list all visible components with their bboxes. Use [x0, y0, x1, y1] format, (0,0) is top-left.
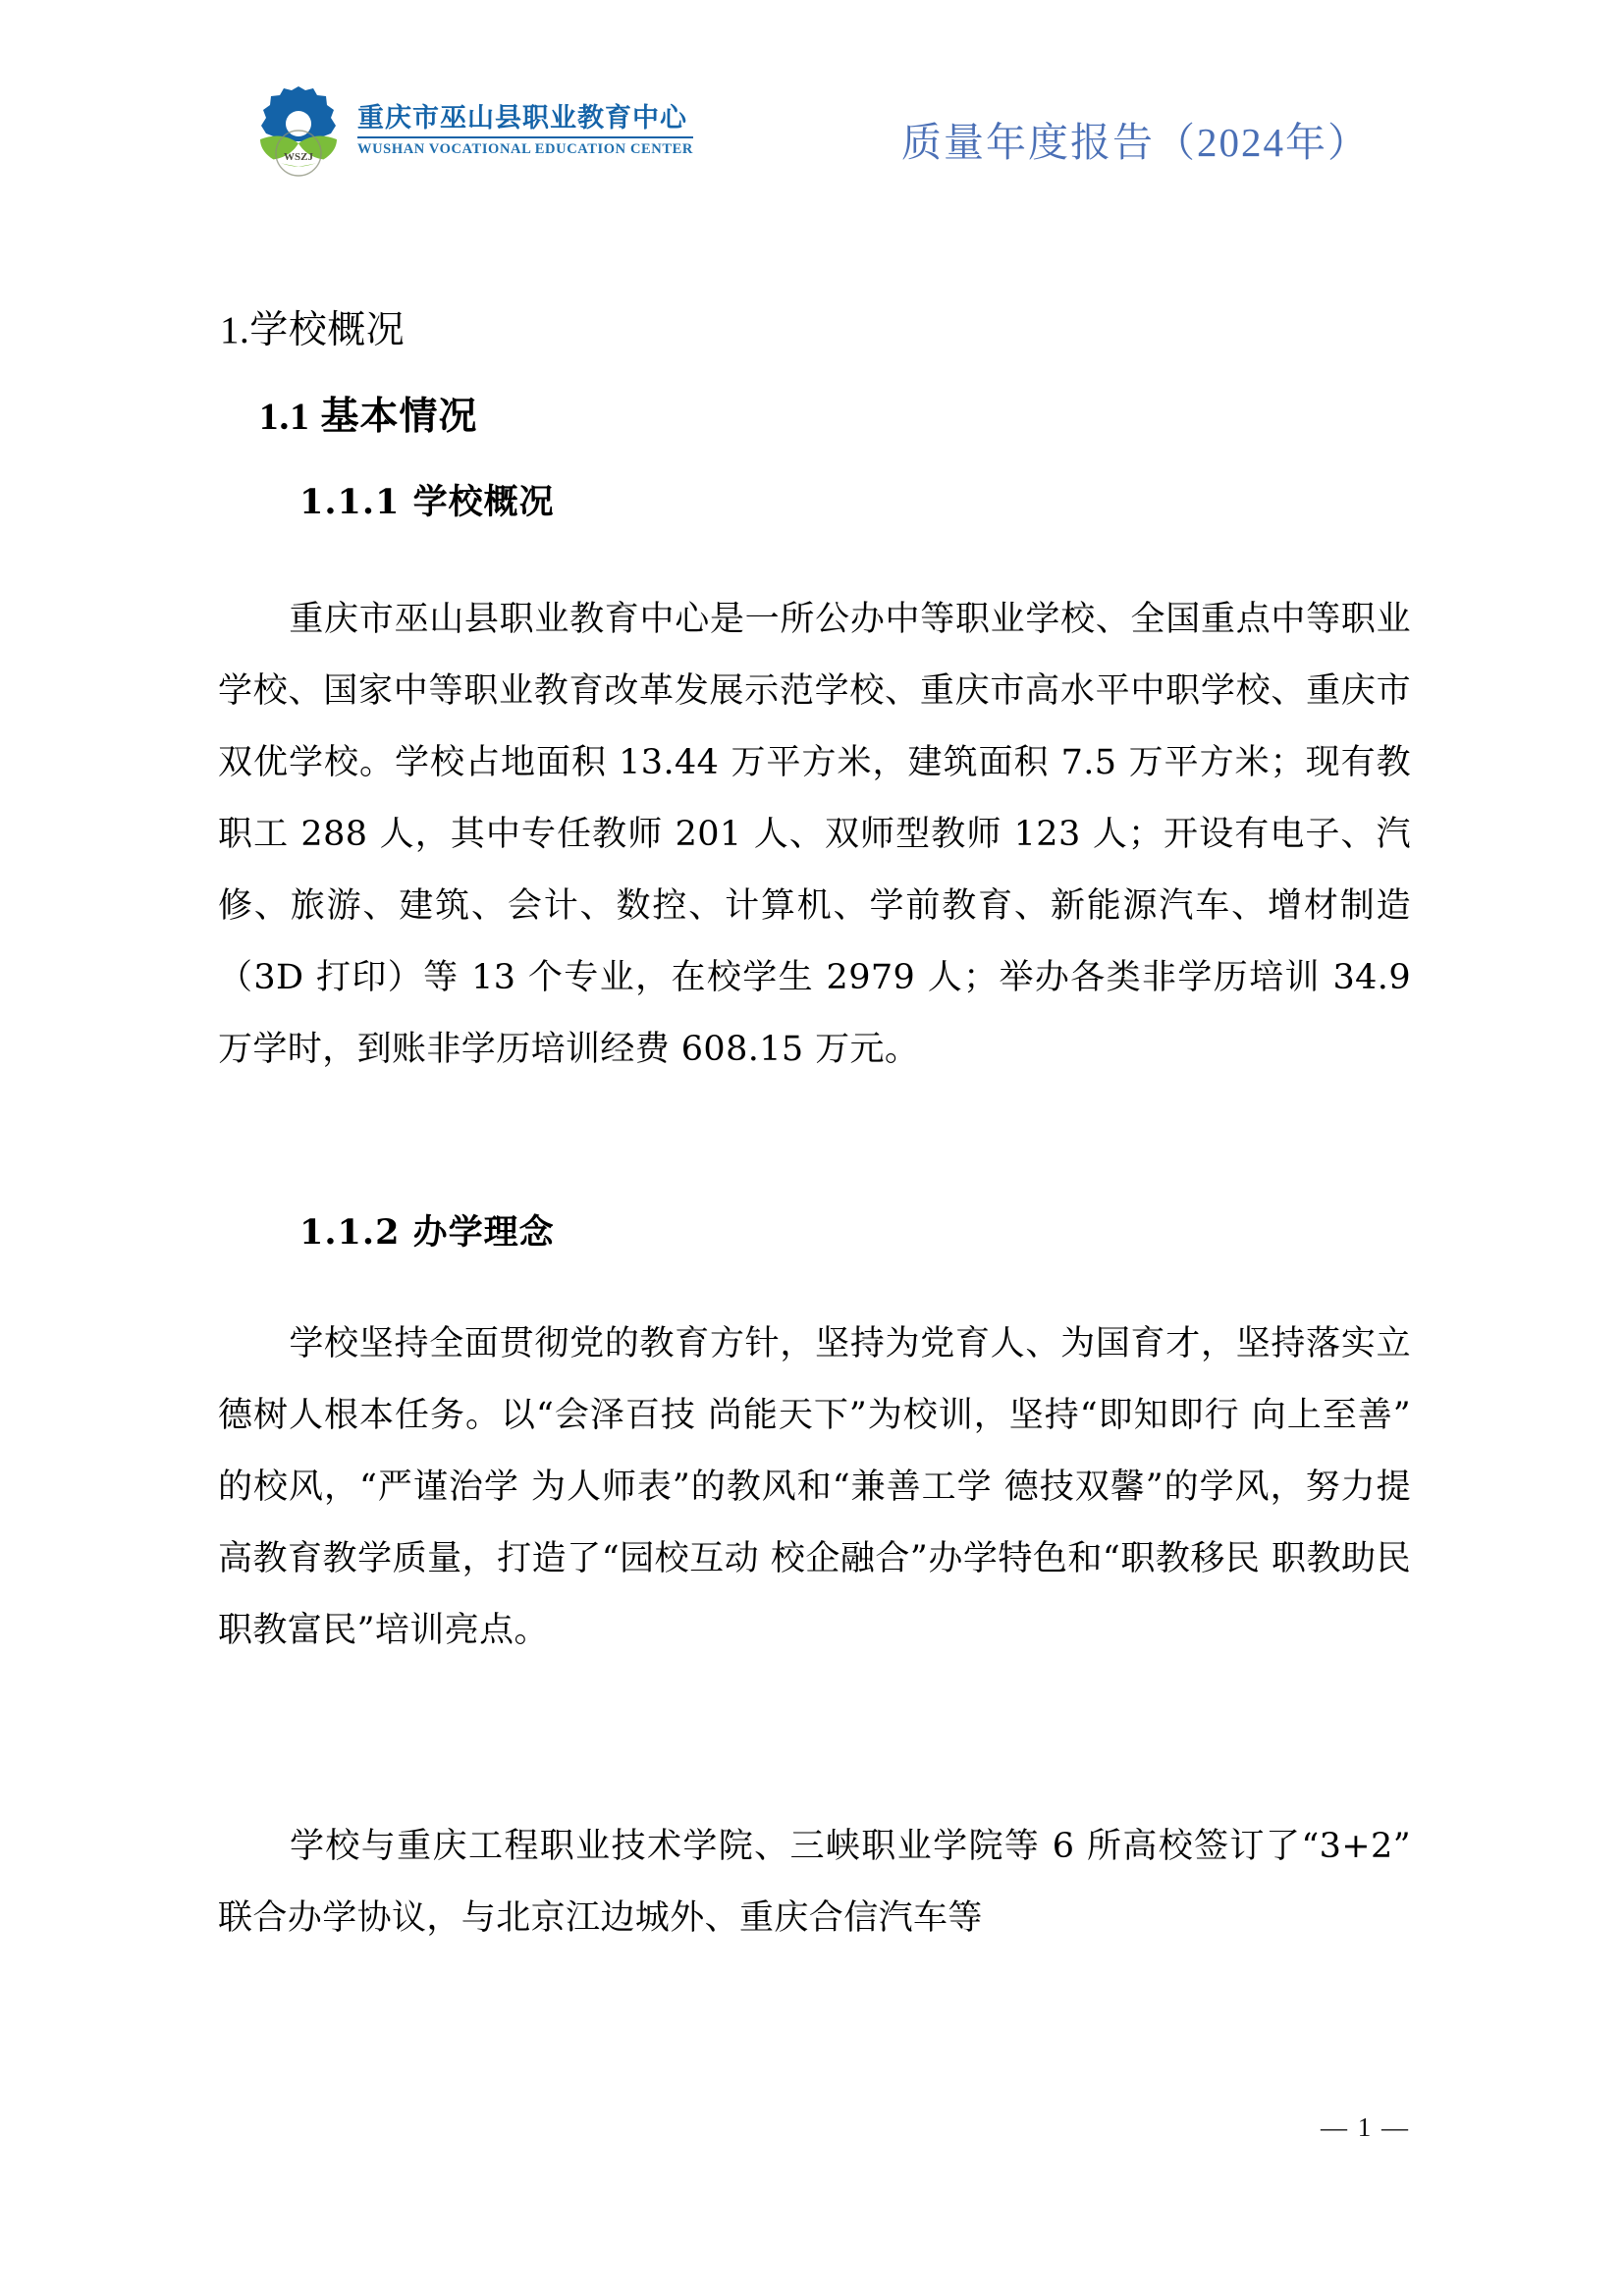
heading-1-school-overview: 1.学校概况: [220, 309, 406, 351]
gear-book-logo-icon: [253, 82, 344, 177]
logo-name-cn: 重庆市巫山县职业教育中心: [357, 105, 693, 137]
heading-1-1-basic-situation: 1.1 基本情况: [259, 396, 478, 438]
page-footer: [0, 2112, 1624, 2143]
logo-wordmark: [357, 101, 693, 157]
paragraph-text: 学校与重庆工程职业技术学院、三峡职业学院等 6 所高校签订了“3+2”联合办学协议，与北京江边城外、重庆合信汽车等: [218, 1827, 1411, 1938]
report-title: 质量年度报告（2024年）: [901, 120, 1370, 165]
paragraph-college-cooperation: [218, 1811, 1411, 1954]
page-header: [0, 82, 1624, 190]
svg-text:WSZJ: WSZJ: [284, 151, 313, 163]
paragraph-education-philosophy: [218, 1308, 1411, 1667]
heading-1-1-2-education-philosophy: 1.1.2 办学理念: [299, 1212, 555, 1253]
paragraph-text: 学校坚持全面贯彻党的教育方针，坚持为党育人、为国育才，坚持落实立德树人根本任务。以“会泽百技 尚能天下”为校训，坚持“即知即行 向上至善”的校风，“严谨治学 为人师表”的教风和“兼善工学 德技双馨”的学风，努力提高教育教学质量，打造了“园校互动 校企融合”办学特色和“职教移民 职教助民 职教富民”培训亮点。: [218, 1324, 1411, 1650]
paragraph-school-overview: [218, 584, 1411, 1086]
paragraph-text: 重庆市巫山县职业教育中心是一所公办中等职业学校、全国重点中等职业学校、国家中等职业教育改革发展示范学校、重庆市高水平中职学校、重庆市双优学校。学校占地面积 13.44 万平方米，建筑面积 7.5 万平方米；现有教职工 288 人，其中专任教师 201 人、双师型教师 123 人；开设有电子、汽修、旅游、建筑、会计、数控、计算机、学前教育、新能源汽车、增材制造（3D 打印）等 13 个专业，在校学生 2979 人；举办各类非学历培训 34.9 万学时，到账非学历培训经费 608.15 万元。: [218, 600, 1411, 1069]
heading-1-1-1-school-profile: 1.1.1 学校概况: [299, 482, 555, 522]
logo-name-en: WUSHAN VOCATIONAL EDUCATION CENTER: [357, 140, 693, 157]
school-logo: [253, 82, 693, 177]
page-number: — 1 —: [1321, 2112, 1410, 2142]
